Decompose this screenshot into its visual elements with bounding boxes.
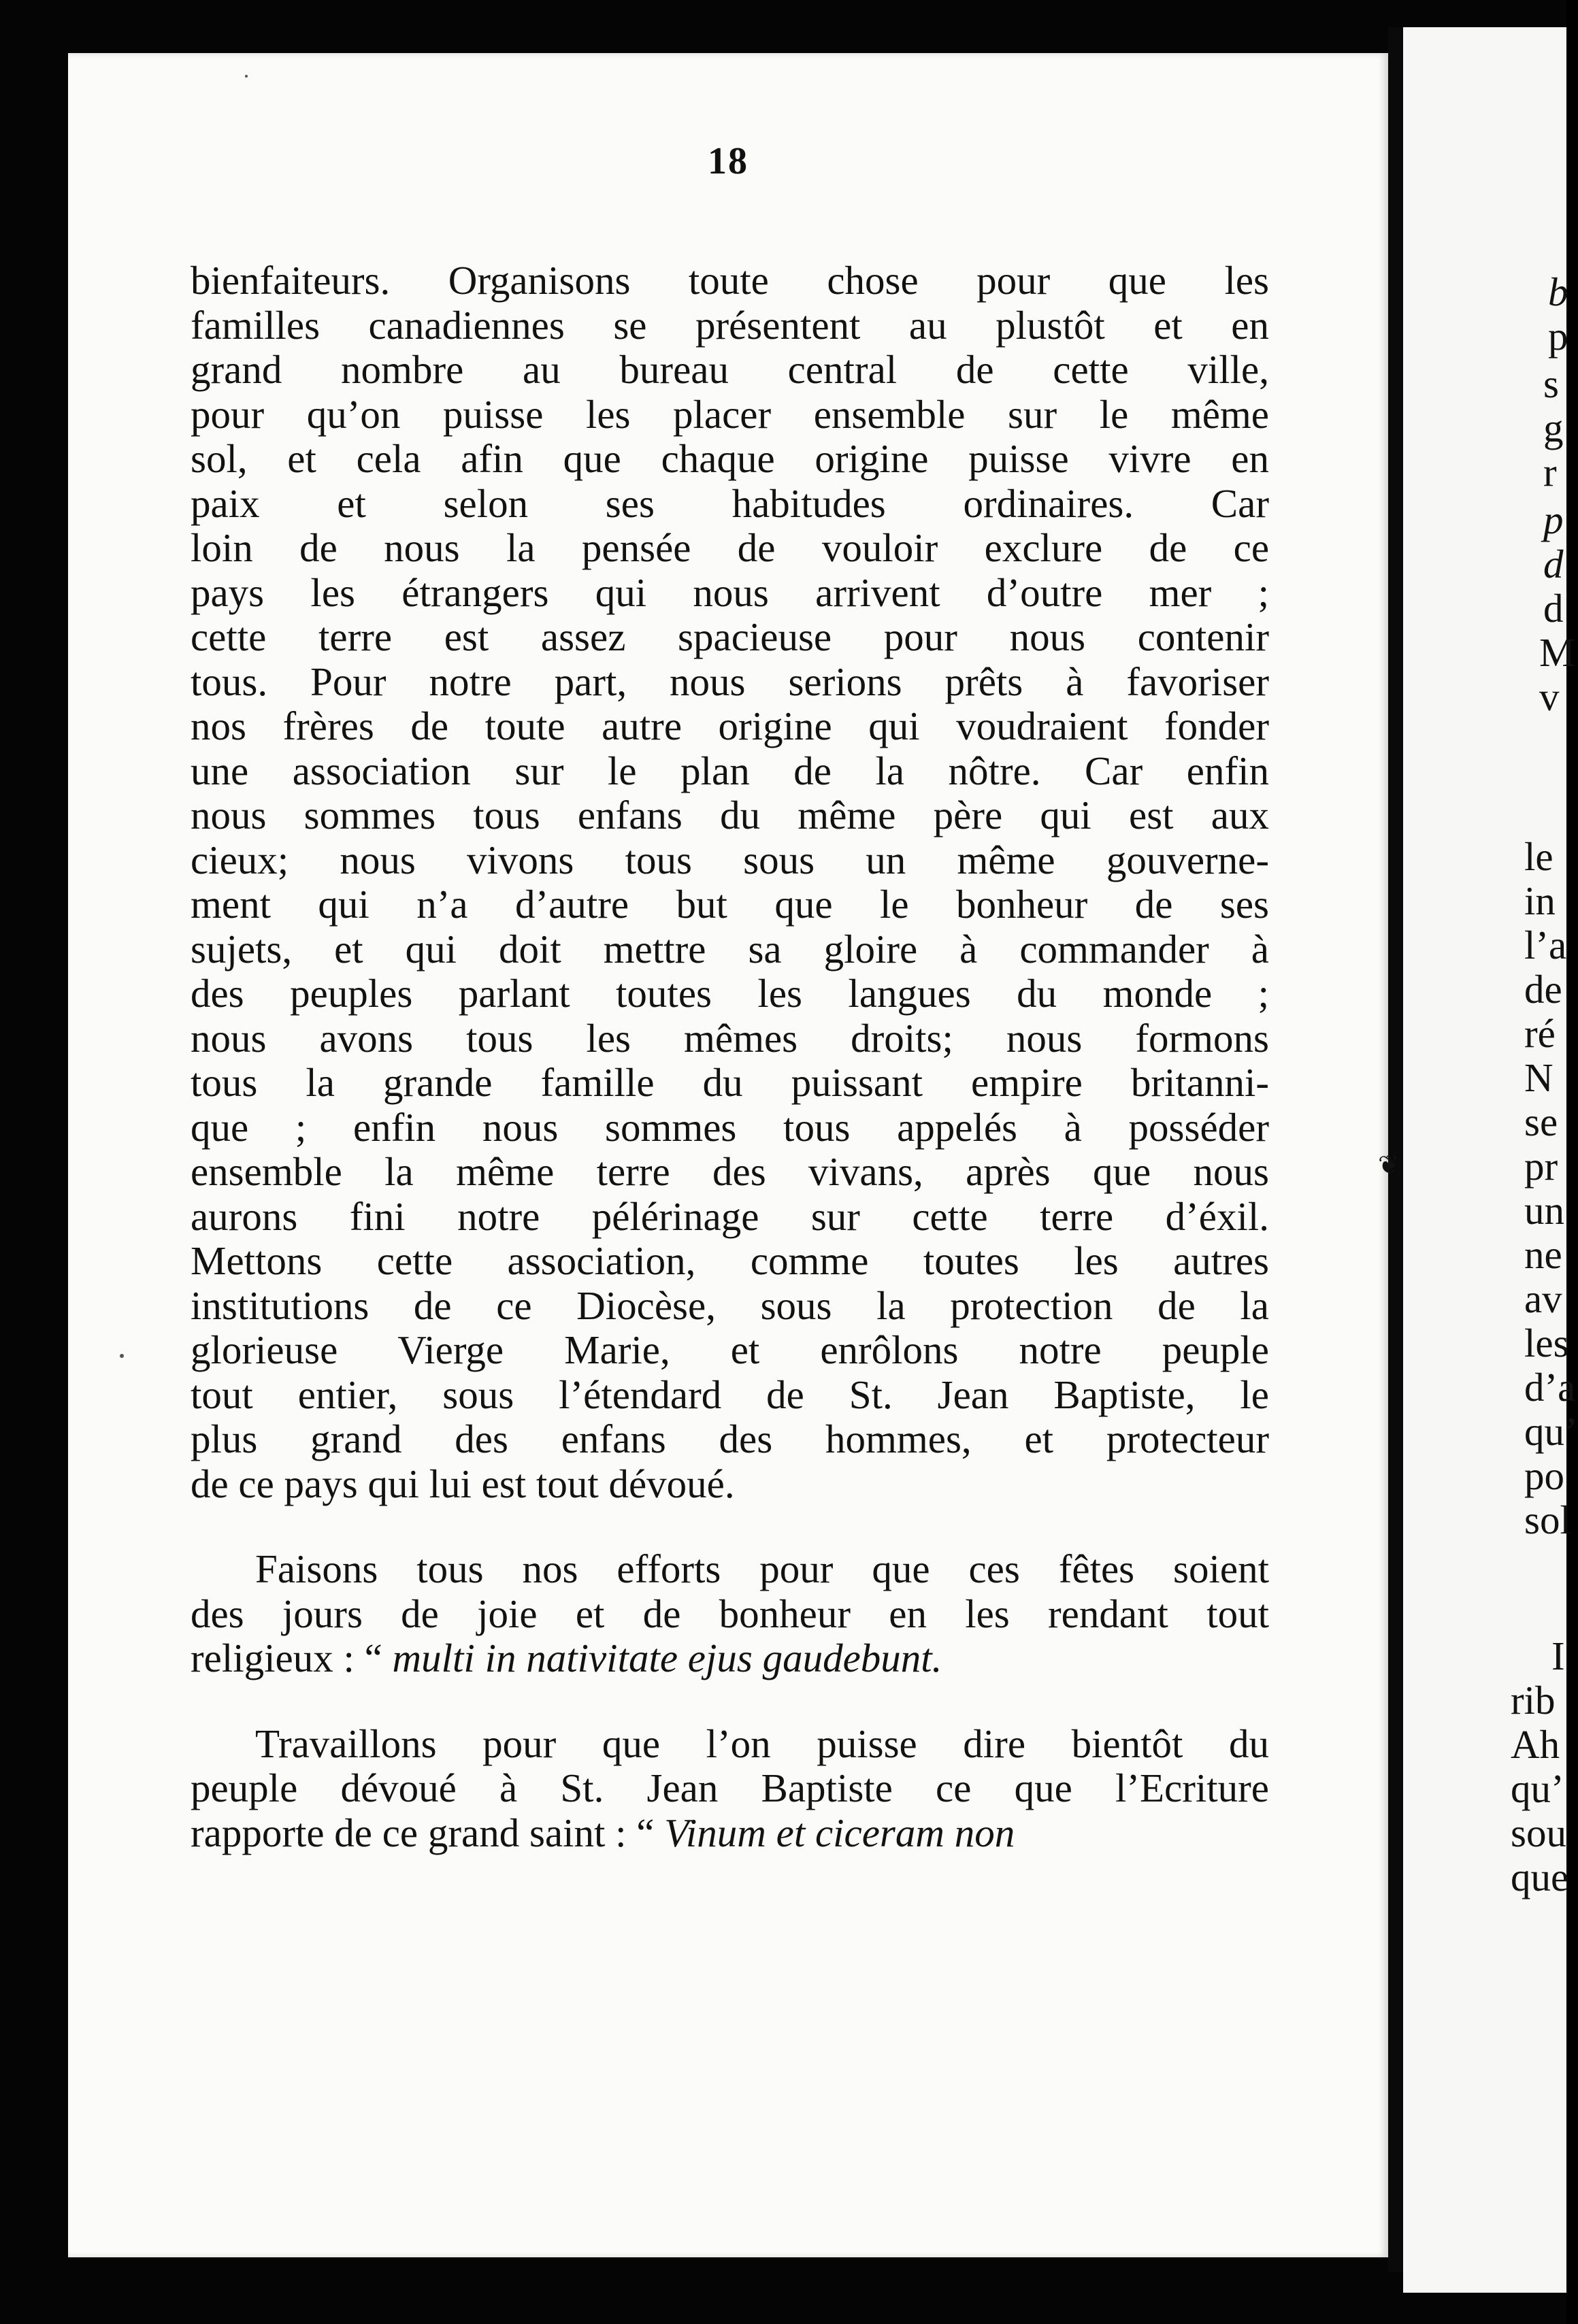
facing-page-fragment: N [1524,1055,1554,1100]
facing-page-fragment: qu’ [1524,1409,1578,1454]
latin-quote: multi in nativitate ejus gaudebunt. [392,1636,942,1680]
facing-page-fragment: p [1543,497,1564,542]
text-line [191,1016,1269,1061]
line-text: sujets, et qui doit mettre sa gloire à commander à [191,926,1269,972]
line-text: de ce pays qui lui est tout dévoué. [191,1461,735,1506]
text-line [191,749,1269,794]
facing-page-fragment: ré [1524,1011,1556,1056]
text-line [191,1636,1269,1681]
facing-page-fragment: le [1524,834,1554,879]
line-text: que ; enfin nous sommes tous appelés à posséder [191,1104,1269,1150]
line-text: pays les étrangers qui nous arrivent d’outre mer ; [191,569,1269,615]
facing-page-fragment: un [1524,1188,1564,1233]
text-line [191,704,1269,749]
line-text: Travaillons pour que l’on puisse dire bientôt du [255,1721,1269,1766]
line-text: cette terre est assez spacieuse pour nous contenir [191,614,1269,659]
facing-page-fragment: les [1524,1321,1569,1365]
text-line [191,437,1269,482]
facing-page-fragment: av [1524,1276,1562,1321]
text-line [191,1328,1269,1373]
line-text: paix et selon ses habitudes ordinaires. Car [191,480,1269,526]
page-number: 18 [708,140,749,182]
facing-page-fragment: sol [1524,1497,1571,1542]
text-line [191,1547,1269,1592]
facing-page-fragment: v [1539,674,1560,719]
facing-page-fragment: g [1543,405,1564,450]
paragraph [191,259,1269,1506]
facing-page-fragment: rib [1511,1678,1556,1723]
facing-page-fragment: pr [1524,1144,1558,1189]
facing-page-fragment: in [1524,878,1556,923]
line-text: pour qu’on puisse les placer ensemble sur le même [191,391,1269,437]
text-line [191,1061,1269,1106]
text-line [191,1195,1269,1240]
facing-page-fragment: d [1543,586,1564,631]
text-line [191,1722,1269,1767]
text-line [191,259,1269,303]
text-line [191,526,1269,571]
facing-page-fragment: sou [1511,1810,1566,1855]
paragraph [191,1722,1269,1856]
line-text: sol, et cela afin que chaque origine puisse vivre en [191,436,1269,481]
facing-page-fragment: r [1543,450,1557,495]
line-text: des jours de joie et de bonheur en les rendant tout [191,1591,1269,1636]
text-line [191,393,1269,437]
line-text: nous sommes tous enfans du même père qui est aux [191,793,1269,837]
line-text: aurons fini notre pélérinage sur cette terre d’éxil. [191,1193,1269,1239]
facing-page-fragment: que [1511,1855,1569,1899]
text-line [191,1239,1269,1284]
line-text: une association sur le plan de la nôtre. Car enfin [191,748,1269,793]
line-text: plus grand des enfans des hommes, et protecteur [191,1416,1269,1461]
text-line [191,1811,1269,1856]
text-line [191,793,1269,838]
line-text: Faisons tous nos efforts pour que ces fêtes soient [255,1546,1269,1591]
text-line [191,1106,1269,1150]
facing-page-fragment: l’a [1524,923,1567,967]
facing-page-fragment: d [1543,542,1564,586]
text-line [191,1284,1269,1329]
facing-page-fragment: Ah [1511,1722,1560,1767]
gutter-ornament: ❦ [1378,1150,1400,1180]
facing-page-fragment: I [1551,1633,1565,1678]
line-text: ensemble la même terre des vivans, après que nous [191,1149,1269,1194]
line-text: Mettons cette association, comme toutes les autres [191,1238,1269,1283]
line-text: nos frères de toute autre origine qui voudraient fonder [191,703,1269,748]
text-line [191,660,1269,705]
text-line [191,482,1269,527]
line-text: ment qui n’a d’autre but que le bonheur de ses [191,882,1269,927]
paragraph-gap [191,1506,1269,1547]
line-text: tout entier, sous l’étendard de St. Jean Baptiste, le [191,1372,1269,1417]
text-line [191,1373,1269,1418]
line-text: nous avons tous les mêmes droits; nous formons [191,1015,1269,1061]
line-text: glorieuse Vierge Marie, et enrôlons notre peuple [191,1327,1269,1372]
facing-page-fragment: d’a [1524,1365,1576,1410]
latin-quote: Vinum et ciceram non [664,1810,1015,1855]
line-text: des peuples parlant toutes les langues du monde ; [191,971,1269,1016]
facing-page-fragment: p [1548,314,1568,359]
facing-page-fragment: M [1539,630,1575,675]
line-text: religieux : “ [191,1636,382,1680]
text-line [191,1592,1269,1637]
facing-page-fragment: b [1548,269,1568,314]
text-line [191,348,1269,393]
text-line [191,927,1269,972]
line-text: tous. Pour notre part, nous serions prêts à favoriser [191,659,1269,704]
facing-page-fragment: qu’ [1511,1766,1564,1811]
paragraph [191,1547,1269,1681]
facing-page-fragment: s [1543,361,1559,406]
line-text: institutions de ce Diocèse, sous la protection de la [191,1282,1269,1328]
line-text: cieux; nous vivons tous sous un même gouverne- [191,837,1269,882]
text-line [191,972,1269,1016]
text-line [191,1150,1269,1195]
text-line [191,571,1269,616]
line-text: rapporte de ce grand saint : “ [191,1810,655,1855]
facing-page-fragment: se [1524,1099,1558,1144]
scan-speck [245,75,248,78]
line-text: grand nombre au bureau central de cette ville, [191,347,1269,392]
facing-page-fragment: po [1524,1453,1564,1498]
line-text: peuple dévoué à St. Jean Baptiste ce que l’Ecriture [191,1765,1269,1810]
line-text: familles canadiennes se présentent au plustôt et en [191,302,1269,348]
text-line [191,838,1269,883]
line-text: tous la grande famille du puissant empire britanni- [191,1060,1269,1105]
scan-speck [120,1354,124,1358]
facing-page-fragment: ne [1524,1232,1562,1277]
text-line [191,882,1269,927]
text-line [191,1766,1269,1811]
text-line [191,615,1269,660]
line-text: loin de nous la pensée de vouloir exclure de ce [191,525,1269,570]
text-line [191,1462,1269,1507]
text-line [191,1417,1269,1462]
facing-page-fragment: de [1524,967,1562,1012]
line-text: bienfaiteurs. Organisons toute chose pour que les [191,258,1269,303]
text-line [191,303,1269,348]
paragraph-gap [191,1681,1269,1722]
body-text [191,259,1269,1855]
